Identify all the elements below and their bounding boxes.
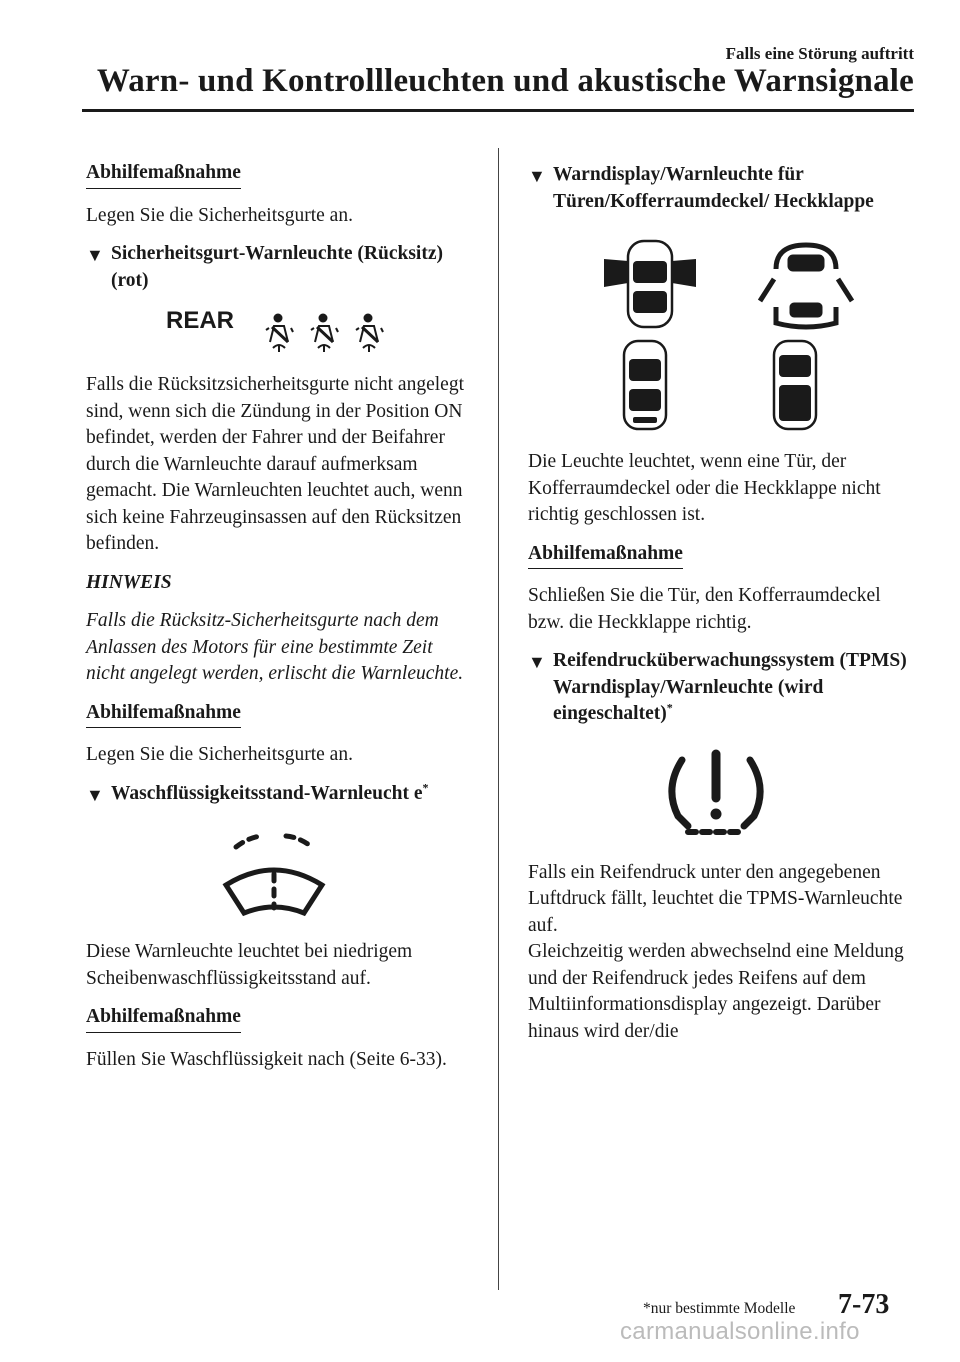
remedy-heading: Abhilfemaßnahme (86, 1004, 241, 1033)
note-text: Falls die Rücksitz-Sicherheitsgurte nach dem Anlassen des Motors für eine bestimmte Zeit nicht angelegt werden, erlischt die Warnleuchte. (86, 610, 464, 684)
tpms-text-1: Falls ein Reifendruck unter den angegebenen Luftdruck fällt, leuchtet die TPMS-Warnleuchte auf. (528, 861, 903, 936)
trunk-open-icon (760, 245, 852, 327)
note-label: HINWEIS (86, 571, 172, 593)
doors-heading (528, 162, 918, 215)
washer-text: Diese Warnleuchte leuchtet bei niedrigem Scheibenwaschflüssigkeitsstand auf. (86, 941, 413, 989)
header-rule (82, 109, 914, 112)
remedy-text: Füllen Sie Waschflüssigkeit nach (Seite 6-33). (86, 1048, 447, 1070)
right-column (528, 160, 918, 1057)
page-number: 7-73 (838, 1289, 890, 1320)
triangle-marker-icon: ▼ (528, 652, 546, 672)
remedy-heading: Abhilfemaßnahme (86, 160, 241, 189)
header-kicker: Falls eine Störung auftritt (725, 44, 914, 63)
page-title: Warn- und Kontrollleuchten und akustische Warnsignale (96, 63, 914, 99)
triangle-marker-icon: ▼ (528, 166, 546, 186)
footnote: *nur bestimmte Modelle (643, 1300, 796, 1317)
tpms-figure (528, 740, 918, 850)
exclamation-dot (711, 808, 722, 819)
doors-figure (528, 227, 918, 439)
tpms-heading (528, 648, 918, 728)
doors-figure-svg (528, 227, 918, 439)
remedy-heading: Abhilfemaßnahme (528, 541, 683, 570)
remedy-text: Legen Sie die Sicherheitsgurte an. (86, 744, 353, 765)
rear-label: REAR (166, 307, 235, 334)
doors-title: Warndisplay/Warnleuchte für Türen/Kofferraumdeckel/ Heckklappe (553, 164, 874, 212)
tpms-title: Reifendrucküberwachungssystem (TPMS) Warndisplay/Warnleuchte (wird eingeschaltet) (553, 650, 907, 724)
column-divider (498, 148, 499, 1290)
rear-belt-heading (86, 241, 476, 294)
washer-figure (86, 819, 476, 929)
seatbelt-icon (311, 314, 338, 353)
rear-belt-text: Falls die Rücksitzsicherheitsgurte nicht angelegt sind, wenn sich die Zündung in der Position ON befindet, werden der Fahrer und der Beifahrer durch die Warnleuchte darauf aufmerksam gemacht. Die Warnleuchten leuchtet auch, wenn sich keine Fahrzeuginsassen auf den Rücksitzen befinden. (86, 374, 464, 554)
washer-title: Waschflüssigkeitsstand-Warnleucht e (111, 782, 423, 804)
car-front-icon (624, 341, 666, 429)
watermark: carmanualsonline.info (620, 1318, 860, 1345)
rear-belt-figure-svg (86, 306, 476, 362)
car-doors-open-icon (604, 241, 696, 327)
asterisk: * (666, 700, 673, 715)
car-rear-icon (774, 341, 816, 429)
tire-pressure-icon (528, 740, 918, 850)
triangle-marker-icon: ▼ (86, 784, 104, 805)
remedy-text: Legen Sie die Sicherheitsgurte an. (86, 204, 353, 226)
washer-fluid-icon (86, 819, 476, 929)
doors-text: Die Leuchte leuchtet, wenn eine Tür, der Kofferraumdeckel oder die Heckklappe nicht richtig geschlossen ist. (528, 451, 881, 525)
remedy-heading: Abhilfemaßnahme (86, 700, 241, 729)
rear-belt-figure (86, 306, 476, 362)
rear-belt-title: Sicherheitsgurt-Warnleuchte (Rücksitz) (rot) (111, 243, 443, 291)
seatbelt-icon (356, 314, 383, 353)
triangle-marker-icon: ▼ (86, 245, 104, 265)
tpms-text-2: Gleichzeitig werden abwechselnd eine Meldung und der Reifendruck jedes Reifens auf dem Multiinformationsdisplay angezeigt. Darüber hinaus wird der/die (528, 941, 904, 1042)
remedy-text: Schließen Sie die Tür, den Kofferraumdeckel bzw. die Heckklappe richtig. (528, 585, 881, 633)
washer-heading (86, 781, 476, 808)
left-column (86, 160, 476, 1085)
asterisk: * (422, 780, 429, 794)
seatbelt-icon (266, 314, 293, 353)
